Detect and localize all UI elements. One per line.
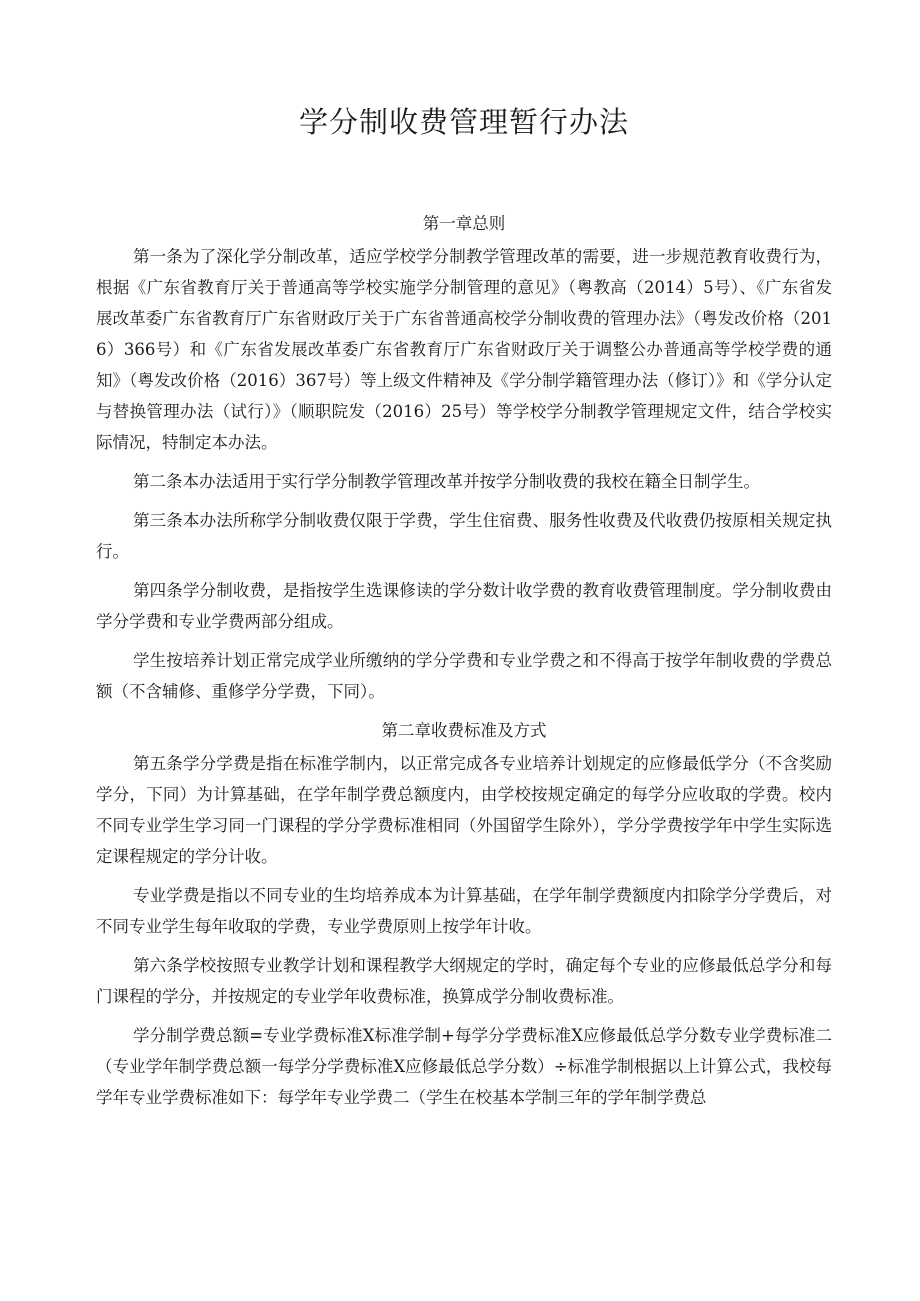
paragraph-article-1: 第一条为了深化学分制改革，适应学校学分制教学管理改革的需要，进一步规范教育收费行为，根据《广东省教育厅关于普通高等学校实施学分制管理的意见》（粤教高（2014）5号）、《广东省发展改革委广东省教育厅广东省财政厅关于广东省普通高校学分制收费的管理办法》（粤发改价格（2016）366号）和《广东省发展改革委广东省教育厅广东省财政厅关于调整公办普通高等学校学费的通知》（粤发改价格（2016）367号）等上级文件精神及《学分制学籍管理办法（修订）》和《学分认定与替换管理办法（试行）》（顺职院发（2016）25号）等学校学分制教学管理规定文件，结合学校实际情况，特制定本办法。 [96, 247, 832, 452]
chapter-heading-1: 第一章总则 [422, 214, 506, 233]
paragraph-article-4: 第四条学分制收费，是指按学生选课修读的学分数计收学费的教育收费管理制度。学分制收费由学分学费和专业学费两部分组成。 [96, 581, 832, 631]
chapter-heading-2: 第二章收费标准及方式 [381, 721, 547, 740]
paragraph-article-2: 第二条本办法适用于实行学分制教学管理改革并按学分制收费的我校在籍全日制学生。 [133, 472, 760, 491]
document-body [96, 208, 832, 1121]
document-title: 学分制收费管理暂行办法 [298, 105, 629, 139]
paragraph-article-6: 第六条学校按照专业教学计划和课程教学大纲规定的学时，确定每个专业的应修最低总学分和每门课程的学分，并按规定的专业学年收费标准，换算成学分制收费标准。 [96, 956, 832, 1006]
paragraph-professional-fee: 专业学费是指以不同专业的生均培养成本为计算基础，在学年制学费额度内扣除学分学费后，对不同专业学生每年收取的学费，专业学费原则上按学年计收。 [96, 886, 832, 936]
paragraph-article-5: 第五条学分学费是指在标准学制内，以正常完成各专业培养计划规定的应修最低学分（不含奖励学分，下同）为计算基础，在学年制学费总额度内，由学校按规定确定的每学分应收取的学费。校内不同专业学生学习同一门课程的学分学费标准相同（外国留学生除外），学分学费按学年中学生实际选定课程规定的学分计收。 [96, 754, 832, 866]
paragraph-article-3: 第三条本办法所称学分制收费仅限于学费，学生住宿费、服务性收费及代收费仍按原相关规定执行。 [96, 511, 832, 561]
paragraph-formula: 学分制学费总额=专业学费标准X标准学制+每学分学费标准X应修最低总学分数专业学费标准二（专业学年制学费总额一每学分学费标准X应修最低总学分数）÷标准学制根据以上计算公式，我校每学年专业学费标准如下：每学年专业学费二（学生在校基本学制三年的学年制学费总 [96, 1026, 832, 1107]
paragraph-article-4-note: 学生按培养计划正常完成学业所缴纳的学分学费和专业学费之和不得高于按学年制收费的学费总额（不含辅修、重修学分学费，下同）。 [96, 651, 832, 701]
